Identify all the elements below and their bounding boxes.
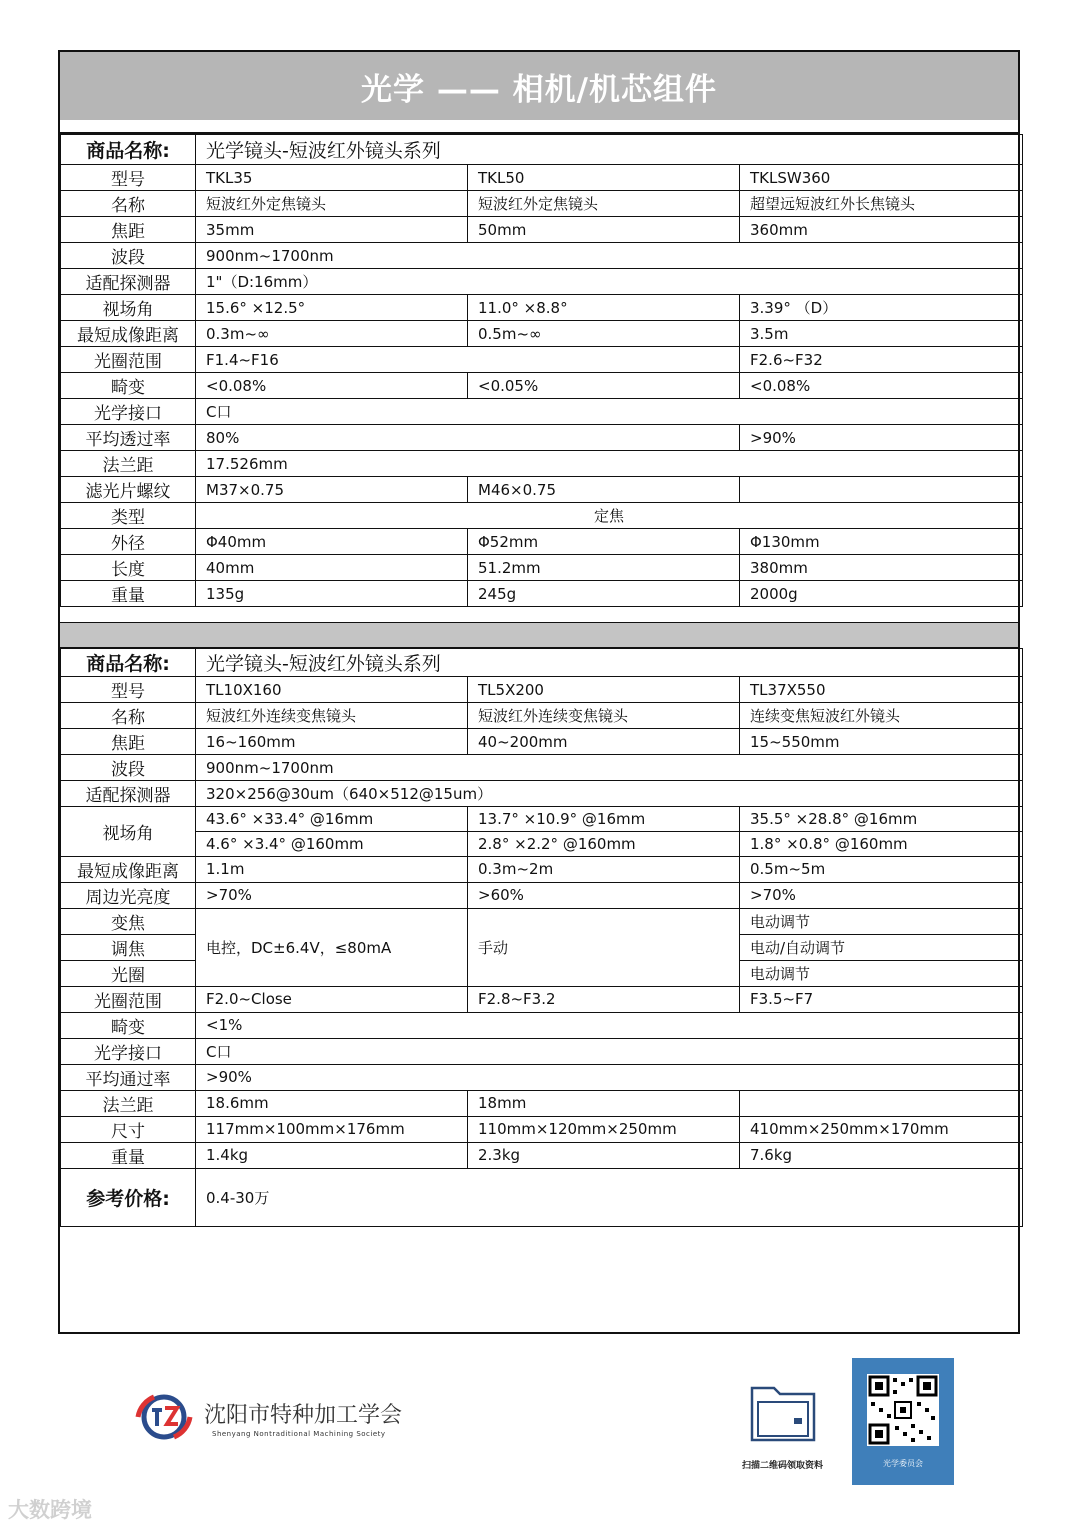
cell: 定焦 [196, 503, 1023, 529]
qr-panel [852, 1358, 954, 1485]
cell: M46×0.75 [468, 477, 740, 503]
table-row [61, 1064, 1023, 1090]
table-row [61, 781, 1023, 807]
qr-caption: 光学委员会 [883, 1459, 923, 1468]
cell [740, 1090, 1023, 1116]
row-label: 周边光亮度 [61, 882, 196, 908]
table-row [61, 729, 1023, 755]
cell: 410mm×250mm×170mm [740, 1116, 1023, 1142]
cell: 0.5m~5m [740, 856, 1023, 882]
cell: 短波红外连续变焦镜头 [468, 703, 740, 729]
row-label: 光圈范围 [61, 347, 196, 373]
cell: 80% [196, 425, 740, 451]
cell: >60% [468, 882, 740, 908]
table-row [61, 908, 1023, 934]
row-label: 光学接口 [61, 399, 196, 425]
cell: 15~550mm [740, 729, 1023, 755]
cell: 43.6° ×33.4° @16mm [196, 807, 468, 832]
table-row [61, 831, 1023, 856]
row-label: 视场角 [61, 807, 196, 857]
table-row [61, 1012, 1023, 1038]
spec-table-2 [60, 648, 1023, 1227]
cell: 1.8° ×0.8° @160mm [740, 831, 1023, 856]
product-label: 商品名称: [61, 135, 196, 165]
table-row [61, 451, 1023, 477]
banner-spacer [60, 120, 1018, 134]
folder-icon [748, 1380, 820, 1446]
cell: 40~200mm [468, 729, 740, 755]
cell: TKL35 [196, 165, 468, 191]
product-label: 商品名称: [61, 649, 196, 677]
row-label: 名称 [61, 191, 196, 217]
cell: <0.05% [468, 373, 740, 399]
row-label: 光圈 [61, 960, 196, 986]
cell: C口 [196, 1038, 1023, 1064]
cell: 50mm [468, 217, 740, 243]
row-label: 法兰距 [61, 451, 196, 477]
cell: >70% [740, 882, 1023, 908]
row-label: 平均通过率 [61, 1064, 196, 1090]
row-label: 光圈范围 [61, 986, 196, 1012]
cell: 117mm×100mm×176mm [196, 1116, 468, 1142]
cell: 380mm [740, 555, 1023, 581]
table-row [61, 703, 1023, 729]
cell: 7.6kg [740, 1142, 1023, 1168]
table-row [61, 217, 1023, 243]
cell: 17.526mm [196, 451, 1023, 477]
row-label: 尺寸 [61, 1116, 196, 1142]
table-row [61, 191, 1023, 217]
cell: 245g [468, 581, 740, 607]
table-row [61, 986, 1023, 1012]
table-row [61, 425, 1023, 451]
banner-title: 光学 —— 相机/机芯组件 [361, 71, 717, 108]
table-row [61, 399, 1023, 425]
table-row [61, 295, 1023, 321]
table-row [61, 321, 1023, 347]
row-label: 调焦 [61, 934, 196, 960]
row-label: 焦距 [61, 217, 196, 243]
row-label: 适配探测器 [61, 781, 196, 807]
cell [740, 477, 1023, 503]
cell: <0.08% [740, 373, 1023, 399]
cell: 1"（D:16mm） [196, 269, 1023, 295]
table-row [61, 503, 1023, 529]
table-row [61, 1038, 1023, 1064]
cell: F2.6~F32 [740, 347, 1023, 373]
table-row [61, 649, 1023, 677]
table-row [61, 856, 1023, 882]
org-name: 沈阳市特种加工学会 [204, 1403, 403, 1428]
cell: 900nm~1700nm [196, 755, 1023, 781]
cell: 0.3m~2m [468, 856, 740, 882]
table-row [61, 755, 1023, 781]
cell: 16~160mm [196, 729, 468, 755]
cell: 13.7° ×10.9° @16mm [468, 807, 740, 832]
cell: 电动调节 [740, 908, 1023, 934]
table-row [61, 581, 1023, 607]
cell: 电动调节 [740, 960, 1023, 986]
row-label: 法兰距 [61, 1090, 196, 1116]
table-row [61, 477, 1023, 503]
cell: 2000g [740, 581, 1023, 607]
table-row [61, 269, 1023, 295]
cell: F2.0~Close [196, 986, 468, 1012]
cell: >70% [196, 882, 468, 908]
cell: M37×0.75 [196, 477, 468, 503]
cell: F3.5~F7 [740, 986, 1023, 1012]
cell: <0.08% [196, 373, 468, 399]
cell: 短波红外定焦镜头 [468, 191, 740, 217]
cell: Φ130mm [740, 529, 1023, 555]
cell: 0.5m~∞ [468, 321, 740, 347]
row-label: 重量 [61, 1142, 196, 1168]
document-frame [58, 50, 1020, 1334]
cell: <1% [196, 1012, 1023, 1038]
cell: 35.5° ×28.8° @16mm [740, 807, 1023, 832]
row-label: 视场角 [61, 295, 196, 321]
row-label: 适配探测器 [61, 269, 196, 295]
spec-table-1 [60, 134, 1023, 607]
table-row [61, 882, 1023, 908]
table-row [61, 1142, 1023, 1168]
cell: TL5X200 [468, 677, 740, 703]
cell: 电动/自动调节 [740, 934, 1023, 960]
product-name: 光学镜头-短波红外镜头系列 [196, 649, 1023, 677]
cell: TL10X160 [196, 677, 468, 703]
qr-code-icon [867, 1374, 939, 1446]
org-name-en: Shenyang Nontraditional Machining Society [212, 1430, 386, 1438]
cell: 15.6° ×12.5° [196, 295, 468, 321]
table-row [61, 555, 1023, 581]
cell: F2.8~F3.2 [468, 986, 740, 1012]
cell: 短波红外定焦镜头 [196, 191, 468, 217]
cell: 320×256@30um（640×512@15um） [196, 781, 1023, 807]
folder-caption: 扫描二维码领取资料 [742, 1461, 824, 1471]
row-label: 焦距 [61, 729, 196, 755]
cell: F1.4~F16 [196, 347, 740, 373]
cell: TKL50 [468, 165, 740, 191]
price-value: 0.4-30万 [196, 1168, 1023, 1226]
row-label: 类型 [61, 503, 196, 529]
row-label: 外径 [61, 529, 196, 555]
cell: Φ40mm [196, 529, 468, 555]
row-label: 长度 [61, 555, 196, 581]
table-row [61, 165, 1023, 191]
cell: 4.6° ×3.4° @160mm [196, 831, 468, 856]
society-logo-icon [134, 1394, 198, 1440]
row-label: 最短成像距离 [61, 321, 196, 347]
watermark: 大数跨境 [8, 1498, 92, 1522]
cell: 3.5m [740, 321, 1023, 347]
table-row [61, 1116, 1023, 1142]
row-label: 波段 [61, 243, 196, 269]
cell: TKLSW360 [740, 165, 1023, 191]
cell: >90% [740, 425, 1023, 451]
cell: >90% [196, 1064, 1023, 1090]
cell: 360mm [740, 217, 1023, 243]
cell: 35mm [196, 217, 468, 243]
cell: Φ52mm [468, 529, 740, 555]
cell: 900nm~1700nm [196, 243, 1023, 269]
section-separator [60, 622, 1018, 648]
table-row [61, 1168, 1023, 1226]
table-row [61, 807, 1023, 832]
cell: 40mm [196, 555, 468, 581]
cell: 连续变焦短波红外镜头 [740, 703, 1023, 729]
cell: 3.39° （D） [740, 295, 1023, 321]
footer [0, 1350, 1080, 1527]
cell: 短波红外连续变焦镜头 [196, 703, 468, 729]
row-label: 型号 [61, 677, 196, 703]
cell: 51.2mm [468, 555, 740, 581]
cell: 电控，DC±6.4V，≤80mA [196, 908, 468, 986]
row-label: 重量 [61, 581, 196, 607]
cell: 135g [196, 581, 468, 607]
table-row [61, 1090, 1023, 1116]
cell: 2.3kg [468, 1142, 740, 1168]
row-label: 名称 [61, 703, 196, 729]
table-row [61, 347, 1023, 373]
cell: 1.1m [196, 856, 468, 882]
row-label: 变焦 [61, 908, 196, 934]
product-name: 光学镜头-短波红外镜头系列 [196, 135, 1023, 165]
table-row [61, 135, 1023, 165]
cell: 18.6mm [196, 1090, 468, 1116]
cell: 超望远短波红外长焦镜头 [740, 191, 1023, 217]
cell: 18mm [468, 1090, 740, 1116]
table-row [61, 373, 1023, 399]
cell: 1.4kg [196, 1142, 468, 1168]
price-label: 参考价格: [61, 1168, 196, 1226]
row-label: 最短成像距离 [61, 856, 196, 882]
cell: 110mm×120mm×250mm [468, 1116, 740, 1142]
row-label: 光学接口 [61, 1038, 196, 1064]
table-row [61, 529, 1023, 555]
cell: 2.8° ×2.2° @160mm [468, 831, 740, 856]
row-label: 型号 [61, 165, 196, 191]
row-label: 滤光片螺纹 [61, 477, 196, 503]
row-label: 畸变 [61, 373, 196, 399]
row-label: 波段 [61, 755, 196, 781]
row-label: 畸变 [61, 1012, 196, 1038]
table-row [61, 243, 1023, 269]
cell: C口 [196, 399, 1023, 425]
title-banner [60, 52, 1018, 120]
cell: 手动 [468, 908, 740, 986]
cell: TL37X550 [740, 677, 1023, 703]
cell: 11.0° ×8.8° [468, 295, 740, 321]
cell: 0.3m~∞ [196, 321, 468, 347]
row-label: 平均透过率 [61, 425, 196, 451]
table-row [61, 677, 1023, 703]
